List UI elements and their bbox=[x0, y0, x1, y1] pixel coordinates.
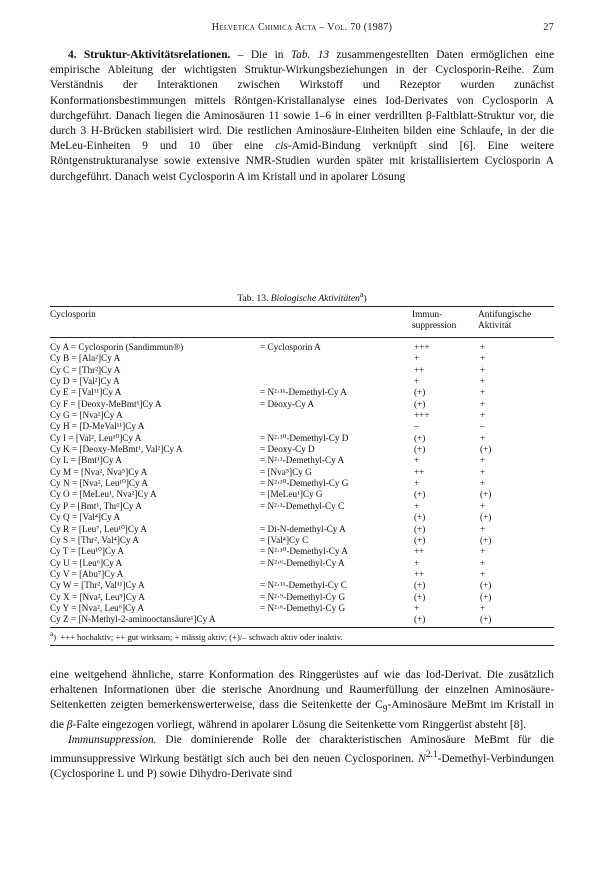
intro-text-c: -Amid-Bindung verknüpft sind [6]. Eine weitere Röntgenstrukturanalyse sowie extensive NMR-Studien wurden später mit kristallisiertem Cyclosporin A durchgeführt. Danach weist Cyclosporin A im Kristall und in apolarer Lösung bbox=[50, 140, 554, 183]
table-row bbox=[50, 546, 554, 557]
cyclosporin-alias: = N²·⁹-Demethyl-Cy G bbox=[260, 591, 346, 602]
cyclosporin-name: Cy Q = [Val⁴]Cy A bbox=[50, 512, 121, 523]
immunosuppression-value: – bbox=[414, 421, 419, 432]
intro-text-a: – Die in bbox=[230, 49, 291, 61]
antifungal-value: + bbox=[480, 398, 486, 409]
table-row bbox=[50, 614, 554, 625]
immunosuppression-value: +++ bbox=[414, 342, 430, 352]
cyclosporin-name: Cy S = [Thr², Val⁴]Cy A bbox=[50, 534, 140, 545]
cyclosporin-name: Cy R = [Leu⁷, Leu¹⁰]Cy A bbox=[50, 523, 147, 534]
cyclosporin-alias: = N²·¹⁰-Demethyl-Cy G bbox=[260, 478, 349, 489]
immunosuppression-value: ++ bbox=[414, 364, 425, 375]
table-row bbox=[50, 467, 554, 478]
antifungal-value: + bbox=[480, 353, 486, 364]
cyclosporin-alias: = N²·¹-Demethyl-Cy A bbox=[260, 455, 345, 466]
column-header-antifungal bbox=[478, 310, 531, 332]
p1-text-b: -Aminosäure MeBmt im Kristall in die bbox=[50, 699, 554, 731]
immunosuppression-value: +++ bbox=[414, 410, 430, 421]
footnote-close: ) bbox=[53, 631, 57, 642]
cyclosporin-alias: = N²·⁶-Demethyl-Cy G bbox=[260, 602, 346, 613]
table-row bbox=[50, 455, 554, 466]
section-title: 4. Struktur-Aktivitätsrelationen. bbox=[68, 49, 231, 61]
immunosuppression-value: + bbox=[414, 500, 420, 511]
immunosuppression-value: + bbox=[414, 376, 420, 387]
cyclosporin-name: Cy N = [Nva², Leu¹⁰]Cy A bbox=[50, 478, 149, 489]
column-header-antifungal-line2: Aktivität bbox=[478, 321, 512, 331]
cyclosporin-alias: = N²·¹⁰-Demethyl-Cy A bbox=[260, 546, 348, 557]
table-row bbox=[50, 376, 554, 387]
cyclosporin-name: Cy W = [Thr², Val¹¹]Cy A bbox=[50, 580, 145, 591]
table-row bbox=[50, 592, 554, 603]
antifungal-value: + bbox=[480, 364, 486, 375]
table-row bbox=[50, 353, 554, 364]
footnote-rule bbox=[50, 645, 554, 646]
intro-text-b: zusammengestellten Daten ermöglichen eine empirische Ableitung der wichtigsten Struktur-Wirkungsbeziehungen in der Cyclosporin-Reihe. Zum Verständnis der Interaktionen zwischen Wirkstoff und Rezeptor wurden zunächst Konformationsbestimmungen mittels Röntgen-Kristallanalyse eines Iod-Derivates von Cyclosporin A durchgeführt. Danach liegen die Aminosäuren 11 sowie 1–6 in einer verdrillten β-Faltblatt-Struktur vor, die durch 3 H-Brücken stabilisiert wird. Die restlichen Aminosäure-Einheiten bilden eine Schlaufe, in der die MeLeu-Einheiten 9 und 10 über eine bbox=[50, 49, 555, 153]
immunosuppression-value: (+) bbox=[414, 489, 426, 500]
column-header-immun-line2: suppression bbox=[412, 321, 457, 331]
table-top-rule bbox=[50, 306, 554, 307]
cyclosporin-name: Cy C = [Thr²]Cy A bbox=[50, 364, 121, 375]
cyclosporin-name: Cy X = [Nva², Leu⁹]Cy A bbox=[50, 591, 145, 602]
immunosuppression-value: (+) bbox=[414, 534, 426, 545]
immunosuppression-value: (+) bbox=[414, 512, 426, 523]
antifungal-value: (+) bbox=[480, 591, 492, 602]
antifungal-value: (+) bbox=[480, 512, 492, 523]
table-row bbox=[50, 501, 554, 512]
table-row bbox=[50, 387, 554, 398]
p2-text-a: Die dominierende Rolle der charakteristischen Aminosäure MeBmt für die immunsuppressive Wirkung bestätigt sich auch bei den neuen Cyclosporinen. bbox=[50, 734, 554, 766]
cyclosporin-name: Cy F = [Deoxy-MeBmt¹]Cy A bbox=[50, 398, 162, 409]
table-row bbox=[50, 444, 554, 455]
immunosuppression-value: + bbox=[414, 557, 420, 568]
antifungal-value: + bbox=[480, 376, 486, 387]
table-caption-mark: a bbox=[359, 290, 364, 299]
body-text bbox=[50, 668, 554, 783]
p2-n: N bbox=[418, 753, 426, 766]
immunosuppression-value: ++ bbox=[414, 546, 425, 557]
immunosuppression-value: (+) bbox=[414, 580, 426, 591]
table-row bbox=[50, 410, 554, 421]
cyclosporin-alias: = N²·¹¹-Demethyl-Cy A bbox=[260, 387, 347, 398]
cyclosporin-name: Cy D = [Val²]Cy A bbox=[50, 376, 120, 387]
intro-cis: cis bbox=[275, 140, 288, 153]
table-row bbox=[50, 489, 554, 500]
cyclosporin-name: Cy Z = [N-Methyl-2-aminooctansäure¹]Cy A bbox=[50, 614, 216, 625]
p1-text-a: eine weitgehend ähnliche, starre Konformation des Ringgerüstes auf wie das Iod-Derivat. Die zusätzlich erhaltenen Informationen über die sterische Anordnung und Raumerfüllung der einzelnen Aminosäure-Seitenketten zeigten bemerkenswerterweise, dass die Seitenkette der C bbox=[50, 669, 554, 712]
table-row bbox=[50, 421, 554, 432]
table-row bbox=[50, 535, 554, 546]
cyclosporin-alias: = N²·¹⁰-Demethyl-Cy D bbox=[260, 432, 349, 443]
cyclosporin-name: Cy E = [Val¹¹]Cy A bbox=[50, 387, 122, 398]
table-row bbox=[50, 524, 554, 535]
column-header-immun-line1: Immun- bbox=[412, 310, 443, 320]
antifungal-value: (+) bbox=[480, 580, 492, 591]
immunosuppression-value: + bbox=[414, 602, 420, 613]
cyclosporin-alias: = N²·⁶-Demethyl-Cy A bbox=[260, 557, 345, 568]
table-row bbox=[50, 433, 554, 444]
antifungal-value: – bbox=[480, 421, 485, 432]
table-body bbox=[50, 342, 554, 626]
cyclosporin-alias: = [Val⁴]Cy C bbox=[260, 534, 309, 545]
antifungal-value: + bbox=[480, 602, 486, 613]
table-row bbox=[50, 478, 554, 489]
table-row bbox=[50, 399, 554, 410]
table-row bbox=[50, 580, 554, 591]
cyclosporin-alias: = Deoxy-Cy A bbox=[260, 398, 315, 409]
antifungal-value: + bbox=[480, 466, 486, 477]
table-row bbox=[50, 342, 554, 353]
cyclosporin-name: Cy G = [Nva²]Cy A bbox=[50, 410, 123, 421]
intro-table-ref: Tab. 13 bbox=[290, 49, 330, 61]
antifungal-value: (+) bbox=[480, 489, 492, 500]
table-caption bbox=[50, 290, 554, 304]
antifungal-value: + bbox=[480, 557, 486, 568]
table-caption-close: ) bbox=[363, 293, 367, 305]
immunosuppression-value: + bbox=[414, 455, 420, 466]
immunosuppression-value: + bbox=[414, 478, 420, 489]
antifungal-value: + bbox=[480, 523, 486, 534]
immunosuppression-value: (+) bbox=[414, 523, 426, 534]
cyclosporin-name: Cy A = Cyclosporin (Sandimmun®) bbox=[50, 342, 184, 352]
footnote-text: +++ hochaktiv; ++ gut wirksam; + mässig aktiv; (+)/– schwach aktiv oder inaktiv. bbox=[60, 631, 343, 642]
antifungal-value: + bbox=[480, 455, 486, 466]
cyclosporin-name: Cy P = [Bmt¹, Thr²]Cy A bbox=[50, 500, 142, 511]
cyclosporin-name: Cy K = [Deoxy-MeBmt¹, Val²]Cy A bbox=[50, 444, 183, 455]
table-footnote bbox=[50, 630, 554, 642]
table-header-rule bbox=[50, 337, 554, 338]
section-intro-paragraph bbox=[50, 48, 554, 185]
antifungal-value: + bbox=[480, 546, 486, 557]
cyclosporin-alias: = Deoxy-Cy D bbox=[260, 444, 315, 455]
antifungal-value: (+) bbox=[480, 534, 492, 545]
antifungal-value: (+) bbox=[480, 444, 492, 455]
p1-subscript: 9 bbox=[382, 704, 388, 715]
table-bottom-rule bbox=[50, 627, 554, 628]
immunosuppression-value: (+) bbox=[414, 591, 426, 602]
cyclosporin-alias: = [Nva⁵]Cy G bbox=[260, 466, 312, 477]
cyclosporin-name: Cy M = [Nva², Nva⁵]Cy A bbox=[50, 466, 148, 477]
footnote-mark: a bbox=[50, 630, 54, 638]
cyclosporin-alias: = [MeLeu¹]Cy G bbox=[260, 489, 323, 500]
cyclosporin-alias: = Di-N-demethyl-Cy A bbox=[260, 523, 346, 534]
cyclosporin-name: Cy U = [Leu⁶]Cy A bbox=[50, 557, 123, 568]
cyclosporin-name: Cy V = [Abu⁷]Cy A bbox=[50, 568, 124, 579]
cyclosporin-alias: = N²·¹-Demethyl-Cy C bbox=[260, 500, 345, 511]
journal-title: Helvetica Chimica Acta – Vol. 70 (1987) bbox=[211, 22, 393, 33]
antifungal-value: + bbox=[480, 432, 486, 443]
table-row bbox=[50, 558, 554, 569]
body-paragraph-2 bbox=[50, 733, 554, 782]
immunosuppression-value: (+) bbox=[414, 387, 426, 398]
cyclosporin-name: Cy B = [Ala²]Cy A bbox=[50, 353, 121, 364]
immunosuppression-value: (+) bbox=[414, 444, 426, 455]
p2-heading: Immunsuppression. bbox=[68, 734, 157, 747]
column-header-antifungal-line1: Antifungische bbox=[478, 310, 532, 320]
column-header-immun bbox=[412, 310, 456, 332]
table-row bbox=[50, 512, 554, 523]
body-paragraph-1 bbox=[50, 668, 554, 733]
antifungal-value: + bbox=[480, 500, 486, 511]
p1-beta: β bbox=[66, 718, 73, 731]
table-row bbox=[50, 603, 554, 614]
antifungal-value: (+) bbox=[480, 614, 492, 625]
p2-superscript: 2.1 bbox=[425, 750, 438, 761]
immunosuppression-value: ++ bbox=[414, 466, 425, 477]
antifungal-value: + bbox=[480, 387, 486, 398]
cyclosporin-alias: = Cyclosporin A bbox=[260, 342, 321, 352]
immunosuppression-value: (+) bbox=[414, 398, 426, 409]
antifungal-value: + bbox=[480, 342, 486, 352]
antifungal-value: + bbox=[480, 478, 486, 489]
cyclosporin-alias: = N²·¹¹-Demethyl-Cy C bbox=[260, 580, 347, 591]
cyclosporin-name: Cy L = [Bmt¹]Cy A bbox=[50, 455, 122, 466]
cyclosporin-name: Cy H = [D-MeVal¹¹]Cy A bbox=[50, 421, 145, 432]
antifungal-value: + bbox=[480, 568, 486, 579]
table-caption-title: Biologische Aktivitäten bbox=[270, 293, 360, 305]
immunosuppression-value: + bbox=[414, 353, 420, 364]
immunosuppression-value: (+) bbox=[414, 432, 426, 443]
antifungal-value: + bbox=[480, 410, 486, 421]
cyclosporin-name: Cy Y = [Nva², Leu⁶]Cy A bbox=[50, 602, 145, 613]
page-number: 27 bbox=[543, 22, 554, 33]
table-caption-label: Tab. 13. bbox=[237, 293, 271, 305]
p2-text-b: -Demethyl-Verbindungen (Cyclosporine L und P) sowie Dihydro-Derivate sind bbox=[50, 753, 554, 781]
cyclosporin-name: Cy T = [Leu¹⁰]Cy A bbox=[50, 546, 125, 557]
immunosuppression-value: ++ bbox=[414, 568, 425, 579]
immunosuppression-value: (+) bbox=[414, 614, 426, 625]
table-row bbox=[50, 365, 554, 376]
cyclosporin-name: Cy I = [Val², Leu¹⁰]Cy A bbox=[50, 432, 142, 443]
cyclosporin-name: Cy O = [MeLeu¹, Nva²]Cy A bbox=[50, 489, 157, 500]
column-header-cyclosporin: Cyclosporin bbox=[50, 310, 96, 320]
p1-text-c: -Falte eingezogen vorliegt, während in apolarer Lösung die Seitenkette vom Ringgerüst absteht [8]. bbox=[72, 718, 527, 731]
table-row bbox=[50, 569, 554, 580]
